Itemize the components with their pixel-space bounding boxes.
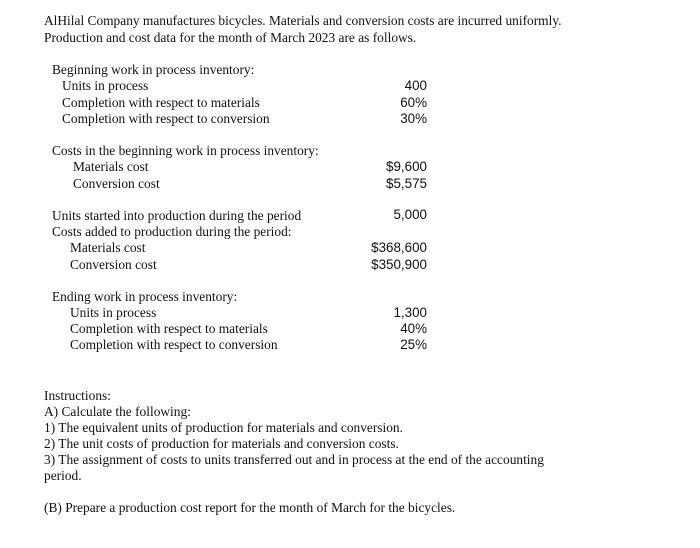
beginning-conversion-label: Completion with respect to conversion [62,111,270,126]
beginning-units-value: 400 [404,78,427,93]
beginning-conversion-value: 30% [400,111,427,126]
beginning-costs-heading: Costs in the beginning work in process inventory: [52,143,319,158]
beginning-conversion-cost-value: $5,575 [386,176,427,191]
instructions-part-a: A) Calculate the following: [44,404,191,419]
ending-conversion-label: Completion with respect to conversion [70,337,278,352]
beginning-materials-cost-value: $9,600 [386,159,427,174]
ending-units-value: 1,300 [393,305,427,320]
beginning-units-label: Units in process [62,78,149,93]
ending-materials-value: 40% [400,321,427,336]
ending-materials-label: Completion with respect to materials [70,321,268,336]
ending-conversion-value: 25% [400,337,427,352]
added-materials-cost-label: Materials cost [70,240,146,255]
ending-wip-heading: Ending work in process inventory: [52,289,238,304]
beginning-wip-heading: Beginning work in process inventory: [52,62,255,77]
beginning-conversion-cost-label: Conversion cost [73,176,160,191]
added-materials-cost-value: $368,600 [371,240,427,255]
instructions-item-1: 1) The equivalent units of production for materials and conversion. [44,420,403,435]
beginning-materials-value: 60% [400,95,427,110]
instructions-heading: Instructions: [44,388,111,403]
instructions-item-3-line-1: 3) The assignment of costs to units transferred out and in process at the end of the accounting [44,452,544,467]
intro-line-1: AlHilal Company manufactures bicycles. Materials and conversion costs are incurred uniformly. [44,13,562,28]
beginning-materials-label: Completion with respect to materials [62,95,260,110]
ending-units-label: Units in process [70,305,157,320]
instructions-item-3-line-2: period. [44,468,82,483]
instructions-part-b: (B) Prepare a production cost report for the month of March for the bicycles. [44,500,456,515]
added-conversion-cost-label: Conversion cost [70,257,157,272]
instructions-item-2: 2) The unit costs of production for materials and conversion costs. [44,436,399,451]
added-conversion-cost-value: $350,900 [371,257,427,272]
intro-line-2: Production and cost data for the month of March 2023 are as follows. [44,30,417,45]
units-started-value: 5,000 [393,207,427,222]
costs-added-heading: Costs added to production during the period: [52,224,292,239]
units-started-label: Units started into production during the period [52,208,302,223]
beginning-materials-cost-label: Materials cost [73,159,149,174]
